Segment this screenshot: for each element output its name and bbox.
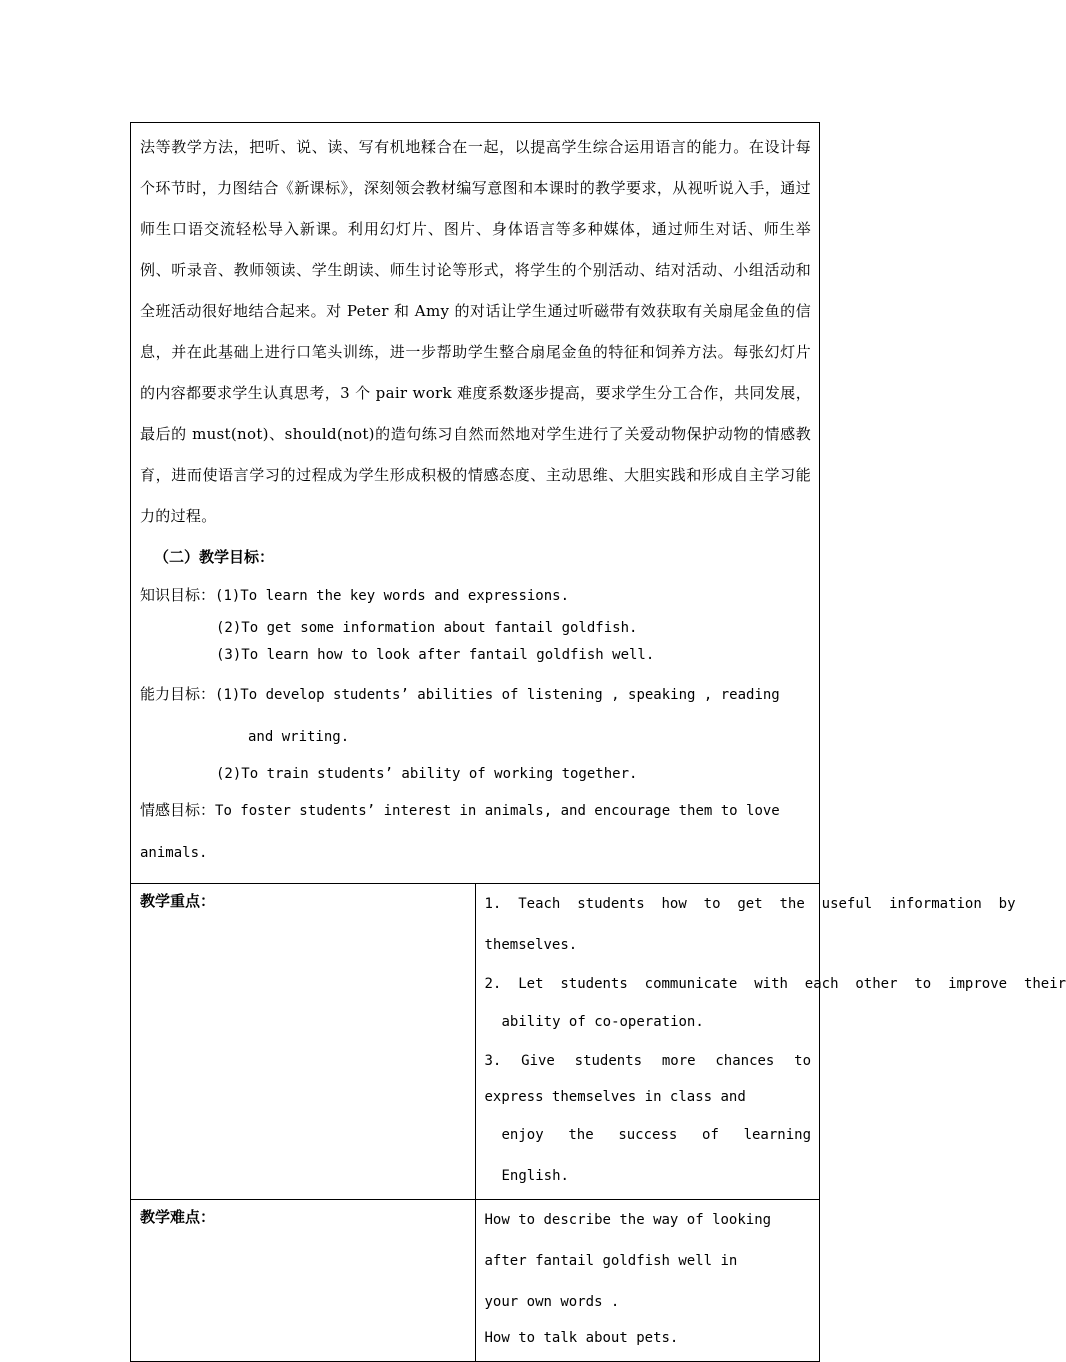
ability-objective-line-2	[140, 716, 811, 757]
key-point-1-rest: themselves.	[484, 937, 578, 953]
key-point-2-rest: ability of co-operation.	[501, 1014, 704, 1030]
difficulties-label: 教学难点：	[140, 1208, 216, 1226]
knowledge-item-3: (3)To learn how to look after fantail goldfish well.	[216, 647, 655, 663]
emotion-objective-line-1	[140, 790, 811, 832]
difficulties-row	[131, 1200, 820, 1362]
key-points-label: 教学重点：	[140, 892, 216, 910]
difficulty-line-1: How to describe the way of looking after fantail goldfish well in	[484, 1212, 772, 1269]
objectives-heading: （二）教学目标：	[154, 548, 275, 566]
difficulty-line-2: your own words .	[484, 1294, 620, 1310]
ability-item-2: (2)To train students’ ability of working together.	[216, 766, 638, 782]
difficulty-line-3: How to talk about pets.	[484, 1330, 679, 1346]
key-point-2-first: 2. Let students communicate with each other to improve their	[484, 976, 1066, 992]
intro-paragraph: 法等教学方法，把听、说、读、写有机地糅合在一起，以提高学生综合运用语言的能力。在设计每个环节时，力图结合《新课标》，深刻领会教材编写意图和本课时的教学要求，从视听说入手，通过师生口语交流轻松导入新课。利用幻灯片、图片、身体语言等多种媒体，通过师生对话、师生举例、听录音、教师领读、学生朗读、师生讨论等形式，将学生的个别活动、结对活动、小组活动和全班活动很好地结合起来。对 Peter 和 Amy 的对话让学生通过听磁带有效获取有关扇尾金鱼的信息，并在此基础上进行口笔头训练，进一步帮助学生整合扇尾金鱼的特征和饲养方法。每张幻灯片的内容都要求学生认真思考，3 个 pair work 难度系数逐步提高，要求学生分工合作，共同发展，最后的 must(not)、should(not)的造句练习自然而然地对学生进行了关爱动物保护动物的情感教育，进而使语言学习的过程成为学生形成积极的情感态度、主动思维、大胆实践和形成自主学习能力的过程。	[140, 138, 811, 525]
knowledge-label: 知识目标：	[140, 586, 216, 604]
knowledge-item-2: (2)To get some information about fantail goldfish.	[216, 620, 638, 636]
key-points-label-cell	[131, 884, 476, 1200]
intro-row	[131, 123, 820, 884]
difficulties-content-cell	[475, 1200, 820, 1362]
ability-item-1a: (1)To develop students’ abilities of listening , speaking , reading	[215, 687, 780, 703]
ability-objective-line-1	[140, 674, 811, 716]
knowledge-objective-line-1	[140, 577, 811, 614]
ability-objective-line-3	[140, 757, 811, 790]
key-points-row	[131, 884, 820, 1200]
key-point-1-first: 1. Teach students how to get the useful information by	[484, 896, 1016, 912]
knowledge-objective-line-2	[140, 614, 811, 641]
key-point-3-rest: enjoy the success of learning English.	[501, 1127, 811, 1184]
key-points-content-cell	[475, 884, 1066, 1200]
ability-item-1b: and writing.	[248, 729, 350, 745]
emotion-text-a: To foster students’ interest in animals, and encourage them to love	[215, 803, 780, 819]
intro-cell	[131, 123, 820, 884]
difficulties-label-cell	[131, 1200, 476, 1362]
lesson-plan-table	[130, 122, 1066, 1362]
emotion-objective-line-2	[140, 832, 811, 873]
emotion-label: 情感目标：	[140, 801, 216, 819]
knowledge-objective-line-3	[140, 641, 811, 668]
ability-label: 能力目标：	[140, 685, 216, 703]
knowledge-item-1: (1)To learn the key words and expressions.	[215, 588, 570, 604]
key-point-3-first: 3. Give students more chances to express themselves in class and	[484, 1053, 811, 1105]
emotion-text-b: animals.	[140, 845, 208, 861]
